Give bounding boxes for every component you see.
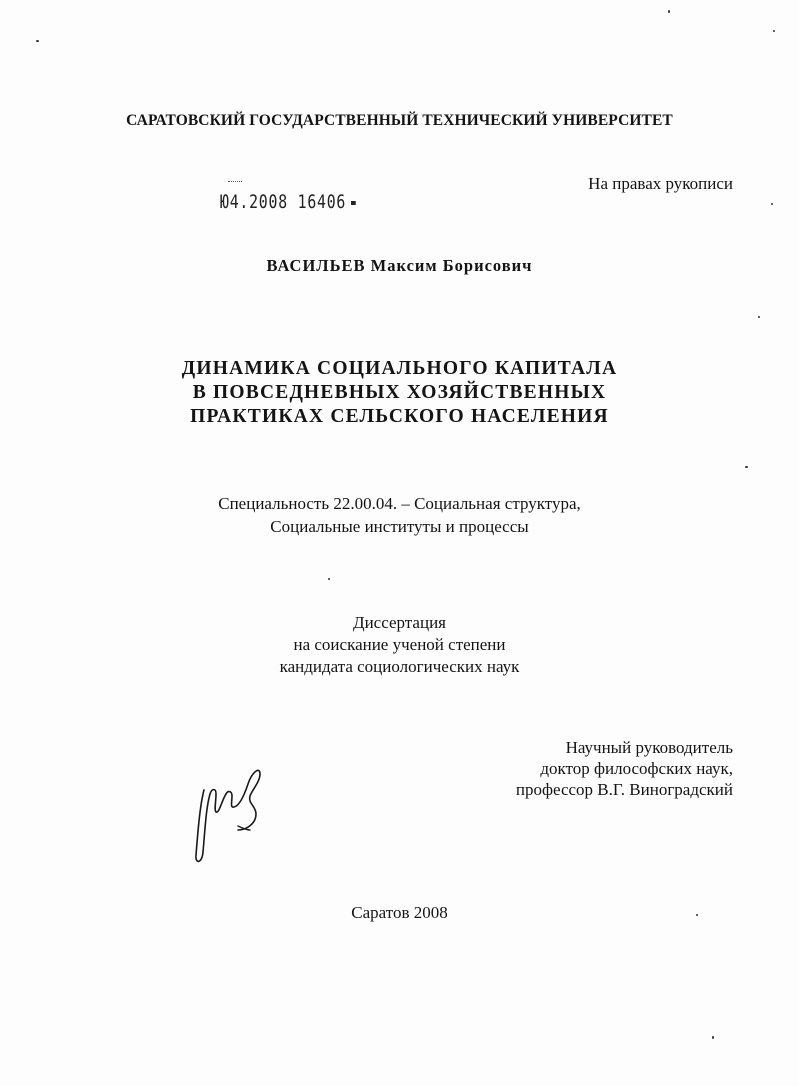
archive-stamp-text: Ю4.2008 16406 (220, 191, 347, 213)
supervisor-line: доктор философских наук, (540, 759, 733, 778)
specialty-line: Специальность 22.00.04. – Социальная структура, (218, 494, 581, 513)
degree-line: Диссертация (352, 613, 446, 632)
title-line: ДИНАМИКА СОЦИАЛЬНОГО КАПИТАЛА (181, 358, 618, 379)
scan-speck (668, 10, 670, 13)
degree-line: на соискание ученой степени (293, 635, 506, 654)
scan-speck (36, 40, 39, 42)
supervisor-block (516, 737, 733, 800)
university-name: САРАТОВСКИЙ ГОСУДАРСТВЕННЫЙ ТЕХНИЧЕСКИЙ УНИВЕРСИТЕТ (126, 112, 673, 129)
archive-stamp (220, 191, 356, 213)
stamp-dot (351, 201, 356, 205)
scan-speck (712, 1036, 714, 1039)
title-line: В ПОВСЕДНЕВНЫХ ХОЗЯЙСТВЕННЫХ (192, 382, 607, 403)
supervisor-line: профессор В.Г. Виноградский (515, 780, 733, 799)
scan-speck (773, 30, 775, 32)
author-name: ВАСИЛЬЕВ Максим Борисович (266, 256, 533, 275)
scan-speck (696, 914, 698, 916)
specialty-line: Социальные институты и процессы (270, 517, 529, 536)
stamp-mark (228, 181, 242, 184)
scan-speck (771, 203, 773, 205)
specialty-block (0, 492, 799, 538)
scan-speck (328, 578, 330, 580)
rights-note: На правах рукописи (588, 174, 733, 193)
degree-line: кандидата социологических наук (279, 657, 520, 676)
scan-speck (758, 316, 760, 318)
supervisor-line: Научный руководитель (565, 738, 733, 757)
degree-block (0, 612, 799, 678)
city-year: Саратов 2008 (351, 903, 448, 922)
dissertation-title (0, 357, 799, 429)
title-line: ПРАКТИКАХ СЕЛЬСКОГО НАСЕЛЕНИЯ (190, 406, 609, 427)
scan-speck (745, 466, 748, 468)
handwritten-signature (186, 760, 286, 870)
